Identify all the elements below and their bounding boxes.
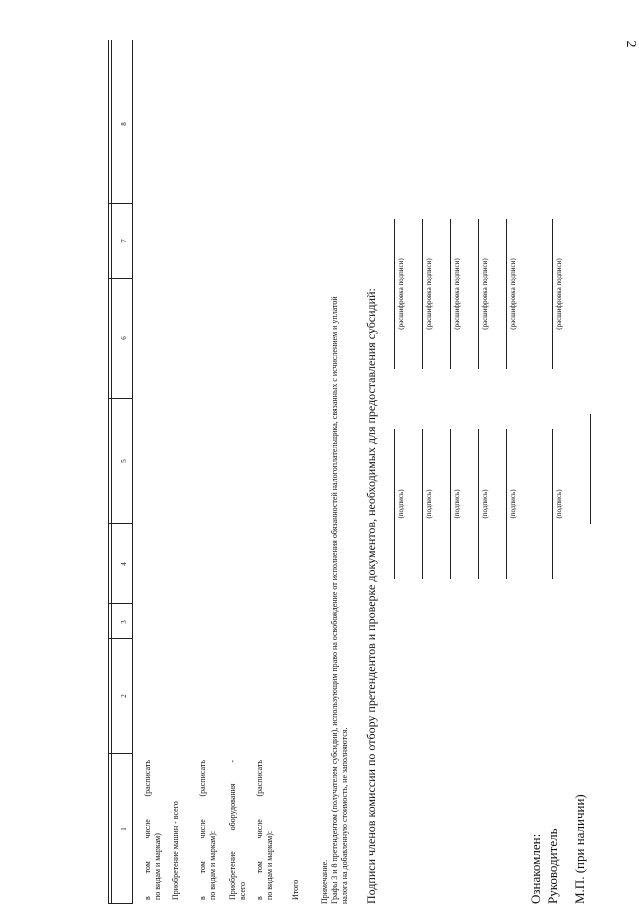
signature-line xyxy=(450,429,451,579)
rotated-document-sheet xyxy=(58,40,598,904)
column-number-2: 2 xyxy=(120,694,128,698)
signature-caption: (подпись) xyxy=(425,489,433,519)
table-row xyxy=(171,760,181,900)
date-line xyxy=(590,414,591,524)
signature-line xyxy=(506,429,507,579)
decoding-caption: (расшифровка подписи) xyxy=(397,258,405,330)
table-header-separator xyxy=(132,40,133,904)
signature-caption: (подпись) xyxy=(397,489,405,519)
row-label: Приобретение машин - всего xyxy=(171,801,180,900)
column-number-5: 5 xyxy=(120,459,128,463)
signature-caption: (подпись) xyxy=(509,489,517,519)
column-divider xyxy=(108,753,132,754)
signature-row xyxy=(450,40,470,904)
table-top-border-inner xyxy=(111,40,112,904)
row-label: в том числе (расписать xyxy=(255,760,264,900)
signature-line xyxy=(422,429,423,579)
row-label-continued: всего xyxy=(238,881,247,900)
head-signature-line xyxy=(552,429,553,579)
signature-caption: (подпись) xyxy=(453,489,461,519)
row-label: в том числе (расписать xyxy=(143,760,152,900)
stamp-label: М.П. (при наличии) xyxy=(572,794,587,904)
column-number-4: 4 xyxy=(120,562,128,566)
signatures-title: Подписи членов комиссии по отбору претендентов и проверке документов, необходимых для предоставления субсидий: xyxy=(364,288,378,904)
head-decoding-line xyxy=(552,219,553,369)
row-label: в том числе (расписать xyxy=(198,760,207,900)
signature-row xyxy=(422,40,442,904)
table-row xyxy=(198,760,218,900)
note-text-continued: налога на добавленную стоимость, не заполняются. xyxy=(340,727,349,904)
decoding-caption: (расшифровка подписи) xyxy=(425,258,433,330)
decoding-caption: (расшифровка подписи) xyxy=(453,258,461,330)
column-number-8: 8 xyxy=(120,122,128,126)
column-number-6: 6 xyxy=(120,336,128,340)
column-number-3: 3 xyxy=(120,620,128,624)
column-divider xyxy=(108,638,132,639)
column-divider xyxy=(108,523,132,524)
head-signature-row xyxy=(552,40,572,904)
head-label: Руководитель xyxy=(545,828,560,904)
decoding-line xyxy=(478,219,479,369)
head-decoding-caption: (расшифровка подписи) xyxy=(555,258,563,330)
row-label-continued: по видам и маркам): xyxy=(208,830,217,900)
row-label-continued: по видам и маркам): xyxy=(265,830,274,900)
column-divider xyxy=(108,278,132,279)
column-number-7: 7 xyxy=(120,239,128,243)
expenses-table xyxy=(58,40,318,904)
acknowledged-label: Ознакомлен: xyxy=(528,833,543,904)
signature-row xyxy=(394,40,414,904)
row-label: Итого xyxy=(291,879,300,900)
row-label-continued: по видам и маркам) xyxy=(153,833,162,900)
decoding-caption: (расшифровка подписи) xyxy=(509,258,517,330)
table-row xyxy=(143,760,163,900)
note-text: Графы 3 и 8 претендентом (получателем субсидии), использующим право на освобождение от исполнения обязанностей налогоплательщика, связанных с исчислением и уплатой xyxy=(330,296,339,904)
column-divider xyxy=(108,603,132,604)
note-heading: Примечание. xyxy=(320,859,329,904)
column-divider xyxy=(108,203,132,204)
table-top-border xyxy=(108,40,109,904)
signature-line xyxy=(478,429,479,579)
row-label: Приобретение оборудования - xyxy=(228,760,237,900)
signature-caption: (подпись) xyxy=(481,489,489,519)
head-signature-caption: (подпись) xyxy=(555,489,563,519)
decoding-line xyxy=(450,219,451,369)
decoding-line xyxy=(422,219,423,369)
table-row xyxy=(228,760,248,900)
decoding-line xyxy=(394,219,395,369)
signature-line xyxy=(394,429,395,579)
decoding-line xyxy=(506,219,507,369)
signature-row xyxy=(506,40,526,904)
decoding-caption: (расшифровка подписи) xyxy=(481,258,489,330)
table-row xyxy=(291,760,301,900)
signature-row xyxy=(478,40,498,904)
column-divider xyxy=(108,398,132,399)
page-number: 2 xyxy=(623,40,638,48)
table-row xyxy=(255,760,275,900)
column-number-1: 1 xyxy=(120,827,128,831)
